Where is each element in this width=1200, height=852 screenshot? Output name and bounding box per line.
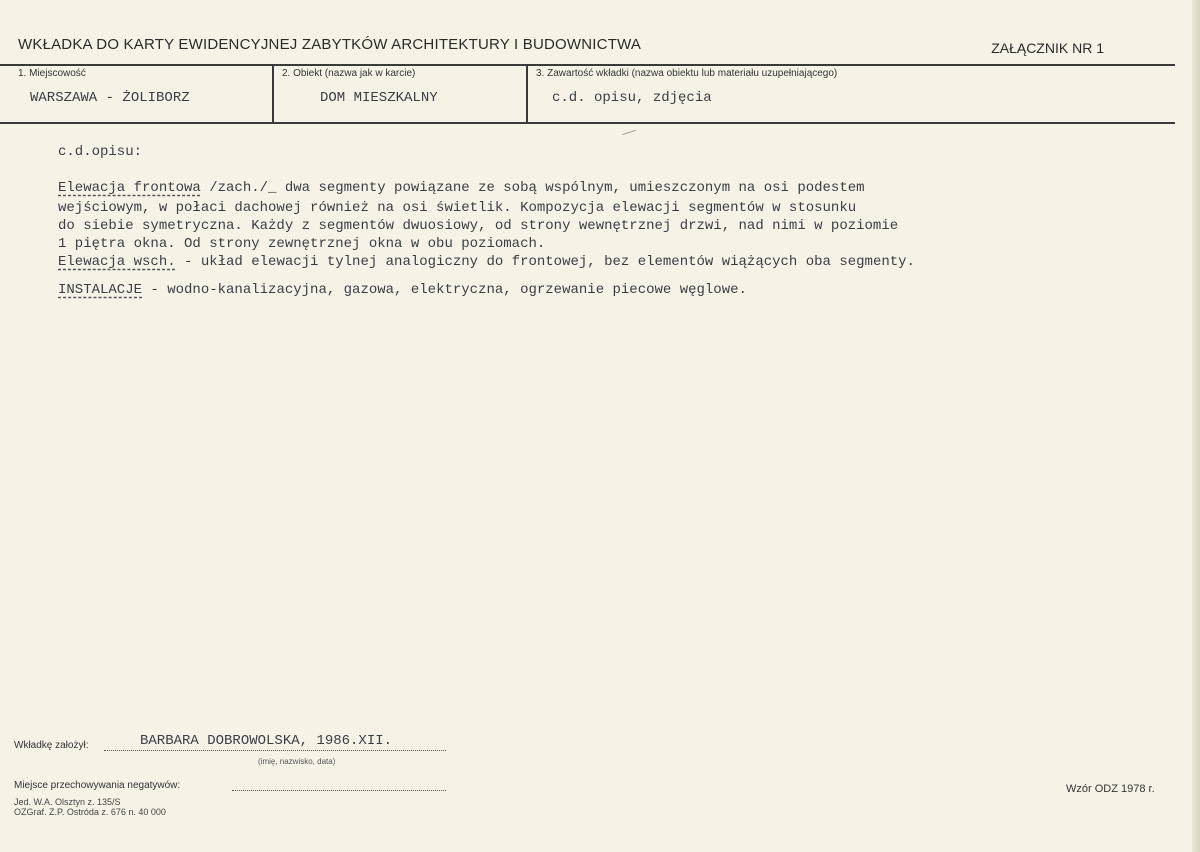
location-label: 1. Miejscowość [18,68,86,79]
prepared-by-note: (imię, nazwisko, data) [258,757,336,766]
content-value: c.d. opisu, zdjęcia [552,90,712,106]
print-code-2: OZGraf. Z.P. Ostróda z. 676 n. 40 000 [14,807,166,817]
east-elevation-label: Elewacja wsch. [58,254,176,270]
location-value: WARSZAWA - ŻOLIBORZ [30,90,190,106]
east-elevation-text: - układ elewacji tylnej analogiczny do frontowej, bez elementów wiążących oba segmenty. [175,254,915,270]
top-rule [0,64,1175,66]
front-elevation-line-4: 1 piętra okna. Od strony zewnętrznej okna w obu poziomach. [58,236,546,252]
ink-mark [622,130,636,135]
front-elevation-line-3: do siebie symetryczna. Każdy z segmentów dwuosiowy, od strony wewnętrznej drzwi, nad nimi w poziomie [58,218,899,234]
installations-text: - wodno-kanalizacyjna, gazowa, elektryczna, ogrzewanie piecowe węglowe. [142,282,747,298]
front-elevation-text-1: /zach./_ dwa segmenty powiązane ze sobą wspólnym, umieszczonym na osi podestem [200,180,865,196]
prepared-by-line [104,750,446,751]
object-label: 2. Obiekt (nazwa jak w karcie) [282,68,416,79]
front-elevation-line-1 [58,180,865,196]
card-title: WKŁADKA DO KARTY EWIDENCYJNEJ ZABYTKÓW ARCHITEKTURY I BUDOWNICTWA [18,36,642,53]
front-elevation-line-2: wejściowym, w połaci dachowej również na osi świetlik. Kompozycja elewacji segmentów w stosunku [58,200,857,216]
negatives-label: Miejsce przechowywania negatywów: [14,780,181,791]
description-heading: c.d.opisu: [58,144,143,160]
print-code-1: Jed. W.A. Olsztyn z. 135/S [14,797,121,807]
field-divider-1 [272,64,274,122]
installations-line [58,282,747,298]
card-edge [1192,0,1200,852]
content-label: 3. Zawartość wkładki (nazwa obiektu lub materiału uzupełniającego) [536,68,838,79]
installations-label: INSTALACJE [58,282,143,298]
front-elevation-label: Elewacja frontowa [58,180,201,196]
prepared-by-value: BARBARA DOBROWOLSKA, 1986.XII. [140,733,393,749]
negatives-line [232,790,446,791]
field-divider-2 [526,64,528,122]
object-value: DOM MIESZKALNY [320,90,438,106]
form-code: Wzór ODZ 1978 r. [1066,783,1155,795]
east-elevation-line [58,254,915,270]
bottom-rule [0,122,1175,124]
prepared-by-label: Wkładkę założył: [14,740,89,751]
attachment-number: ZAŁĄCZNIK NR 1 [991,40,1104,56]
